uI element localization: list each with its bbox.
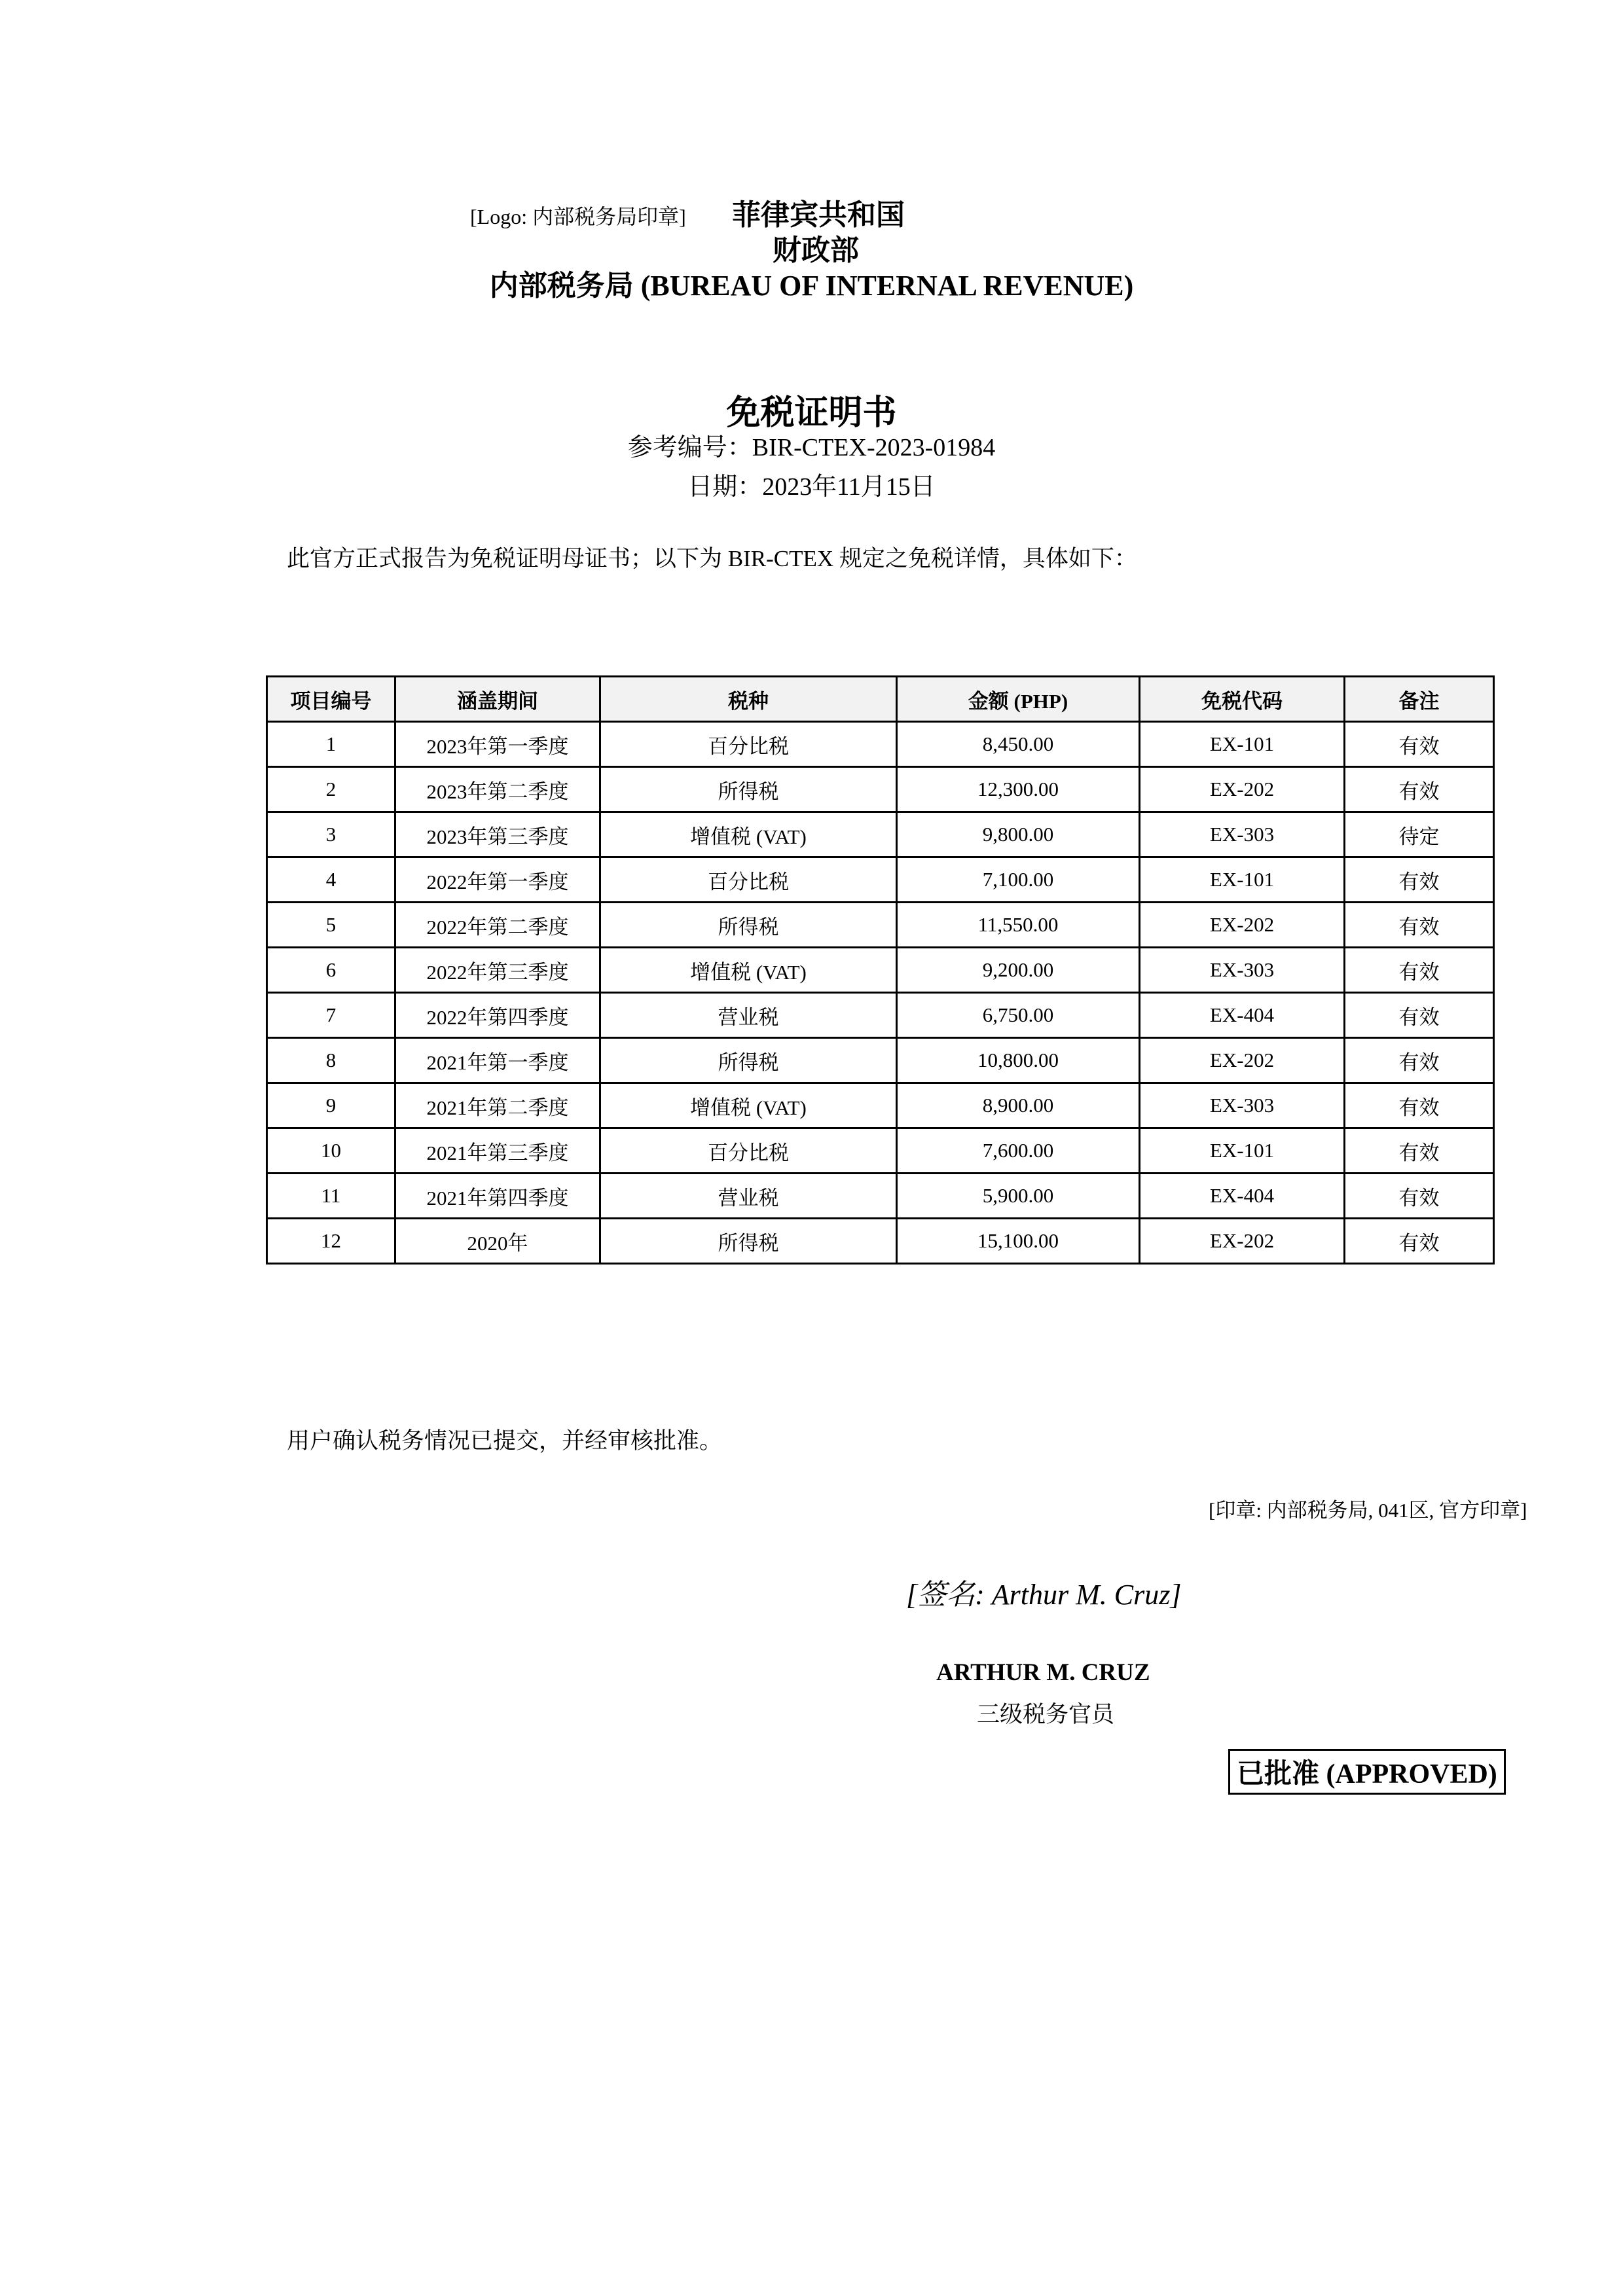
- cell-amount: 5,900.00: [897, 1174, 1140, 1219]
- column-header-tax-type: 税种: [600, 677, 897, 722]
- table-row: [267, 1083, 1494, 1128]
- cell-tax-type: 所得税: [600, 767, 897, 812]
- approval-status-badge: 已批准 (APPROVED): [1228, 1749, 1506, 1795]
- cell-tax-type: 百分比税: [600, 1128, 897, 1174]
- cell-item-no: 10: [267, 1128, 395, 1174]
- cell-tax-type: 所得税: [600, 1219, 897, 1264]
- cell-period: 2023年第三季度: [395, 812, 600, 857]
- column-header-exemption-code: 免税代码: [1140, 677, 1345, 722]
- table-row: [267, 1219, 1494, 1264]
- cell-amount: 15,100.00: [897, 1219, 1140, 1264]
- cell-amount: 7,600.00: [897, 1128, 1140, 1174]
- table-row: [267, 1128, 1494, 1174]
- cell-amount: 8,450.00: [897, 722, 1140, 767]
- cell-tax-type: 百分比税: [600, 722, 897, 767]
- table-body: [267, 722, 1494, 1264]
- cell-period: 2021年第一季度: [395, 1038, 600, 1083]
- cell-period: 2021年第二季度: [395, 1083, 600, 1128]
- cell-exemption-code: EX-101: [1140, 1128, 1345, 1174]
- cell-tax-type: 百分比税: [600, 857, 897, 903]
- confirmation-text: 用户确认税务情况已提交，并经审核批准。: [287, 1428, 723, 1454]
- cell-item-no: 11: [267, 1174, 395, 1219]
- signature-placeholder: [签名: Arthur M. Cruz]: [906, 1579, 1182, 1611]
- table-header-row: [267, 677, 1494, 722]
- column-header-item-no: 项目编号: [267, 677, 395, 722]
- cell-item-no: 9: [267, 1083, 395, 1128]
- cell-exemption-code: EX-202: [1140, 903, 1345, 948]
- cell-amount: 12,300.00: [897, 767, 1140, 812]
- cell-exemption-code: EX-303: [1140, 1083, 1345, 1128]
- cell-remarks: 有效: [1345, 903, 1494, 948]
- table-row: [267, 767, 1494, 812]
- cell-amount: 9,800.00: [897, 812, 1140, 857]
- cell-period: 2020年: [395, 1219, 600, 1264]
- country-name: 菲律宾共和国: [732, 199, 905, 231]
- column-header-period: 涵盖期间: [395, 677, 600, 722]
- bureau-name: 内部税务局 (BUREAU OF INTERNAL REVENUE): [489, 270, 1134, 302]
- document-title: 免税证明书: [726, 395, 897, 432]
- cell-tax-type: 营业税: [600, 1174, 897, 1219]
- cell-remarks: 有效: [1345, 1083, 1494, 1128]
- cell-exemption-code: EX-202: [1140, 1219, 1345, 1264]
- cell-item-no: 2: [267, 767, 395, 812]
- cell-remarks: 有效: [1345, 1219, 1494, 1264]
- cell-item-no: 8: [267, 1038, 395, 1083]
- cell-exemption-code: EX-303: [1140, 812, 1345, 857]
- signer-title: 三级税务官员: [977, 1702, 1115, 1727]
- cell-item-no: 4: [267, 857, 395, 903]
- table-row: [267, 857, 1494, 903]
- cell-remarks: 有效: [1345, 1038, 1494, 1083]
- cell-exemption-code: EX-101: [1140, 857, 1345, 903]
- cell-amount: 11,550.00: [897, 903, 1140, 948]
- table-row: [267, 722, 1494, 767]
- document-date: 日期：2023年11月15日: [687, 473, 936, 501]
- cell-tax-type: 所得税: [600, 903, 897, 948]
- table-row: [267, 812, 1494, 857]
- ministry-name: 财政部: [773, 234, 859, 266]
- cell-item-no: 1: [267, 722, 395, 767]
- cell-item-no: 3: [267, 812, 395, 857]
- cell-period: 2022年第四季度: [395, 993, 600, 1038]
- cell-remarks: 有效: [1345, 767, 1494, 812]
- cell-item-no: 12: [267, 1219, 395, 1264]
- table-row: [267, 948, 1494, 993]
- cell-exemption-code: EX-404: [1140, 1174, 1345, 1219]
- cell-remarks: 有效: [1345, 1174, 1494, 1219]
- column-header-amount: 金额 (PHP): [897, 677, 1140, 722]
- cell-exemption-code: EX-202: [1140, 1038, 1345, 1083]
- cell-amount: 8,900.00: [897, 1083, 1140, 1128]
- cell-item-no: 7: [267, 993, 395, 1038]
- cell-amount: 9,200.00: [897, 948, 1140, 993]
- cell-period: 2022年第一季度: [395, 857, 600, 903]
- cell-exemption-code: EX-101: [1140, 722, 1345, 767]
- exemption-table: [266, 675, 1495, 1265]
- cell-amount: 7,100.00: [897, 857, 1140, 903]
- reference-number: 参考编号：BIR-CTEX-2023-01984: [627, 434, 996, 461]
- cell-amount: 6,750.00: [897, 993, 1140, 1038]
- table-row: [267, 903, 1494, 948]
- cell-tax-type: 所得税: [600, 1038, 897, 1083]
- cell-tax-type: 营业税: [600, 993, 897, 1038]
- cell-remarks: 有效: [1345, 722, 1494, 767]
- cell-exemption-code: EX-303: [1140, 948, 1345, 993]
- signer-name: ARTHUR M. CRUZ: [936, 1659, 1150, 1686]
- cell-period: 2022年第二季度: [395, 903, 600, 948]
- cell-tax-type: 增值税 (VAT): [600, 1083, 897, 1128]
- cell-exemption-code: EX-202: [1140, 767, 1345, 812]
- cell-period: 2021年第三季度: [395, 1128, 600, 1174]
- exemption-table-container: [266, 675, 1493, 1265]
- cell-tax-type: 增值税 (VAT): [600, 948, 897, 993]
- cell-item-no: 6: [267, 948, 395, 993]
- cell-remarks: 待定: [1345, 812, 1494, 857]
- column-header-remarks: 备注: [1345, 677, 1494, 722]
- official-seal-placeholder: [印章: 内部税务局, 041区, 官方印章]: [1209, 1499, 1527, 1522]
- cell-period: 2023年第二季度: [395, 767, 600, 812]
- intro-paragraph: 此官方正式报告为免税证明母证书；以下为 BIR-CTEX 规定之免税详情，具体如下：: [287, 546, 1137, 571]
- cell-tax-type: 增值税 (VAT): [600, 812, 897, 857]
- cell-remarks: 有效: [1345, 993, 1494, 1038]
- cell-item-no: 5: [267, 903, 395, 948]
- cell-period: 2021年第四季度: [395, 1174, 600, 1219]
- logo-placeholder: [Logo: 内部税务局印章]: [470, 205, 686, 228]
- cell-remarks: 有效: [1345, 857, 1494, 903]
- table-row: [267, 1174, 1494, 1219]
- cell-amount: 10,800.00: [897, 1038, 1140, 1083]
- table-row: [267, 993, 1494, 1038]
- cell-exemption-code: EX-404: [1140, 993, 1345, 1038]
- cell-remarks: 有效: [1345, 948, 1494, 993]
- cell-remarks: 有效: [1345, 1128, 1494, 1174]
- cell-period: 2022年第三季度: [395, 948, 600, 993]
- cell-period: 2023年第一季度: [395, 722, 600, 767]
- table-row: [267, 1038, 1494, 1083]
